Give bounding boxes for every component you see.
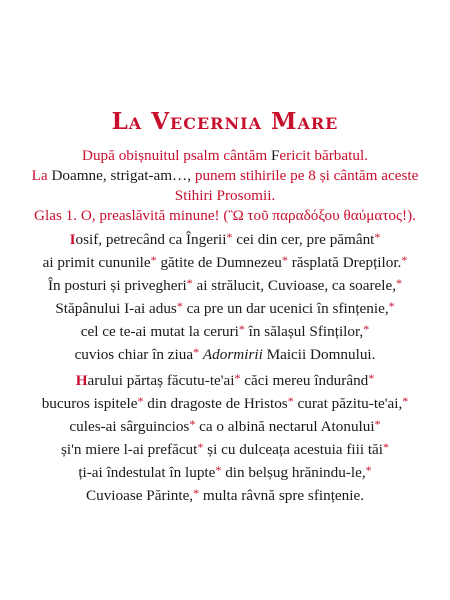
verse-text: ai primit cununile	[42, 254, 151, 271]
verse-text: din belșug hrănindu-le,	[221, 464, 366, 481]
asterisk-mark: *	[388, 299, 395, 313]
verse-text: din dragoste de Hristos	[143, 395, 288, 412]
verse-line	[8, 483, 442, 506]
verse-italic: Adormirii	[202, 346, 263, 363]
verse-text: gătite de Dumnezeu	[156, 254, 282, 271]
verse-text: în sălașul Sfinților,	[244, 323, 364, 340]
verse-text: și cu dulceața acestuia fiii tăi	[203, 441, 384, 458]
verse-text: În posturi și privegheri	[47, 277, 187, 294]
verse-line	[8, 414, 442, 437]
verse-text: răsplată Drepților.	[287, 254, 402, 271]
rubric-text: punem stihirile pe 8 și cântăm aceste	[194, 167, 419, 184]
verse-text: ai strălucit, Cuvioase, ca soarele,	[192, 277, 397, 294]
asterisk-mark: *	[365, 463, 372, 477]
asterisk-mark: *	[363, 322, 370, 336]
page-title: La Vecernia Mare	[111, 108, 339, 135]
verse-text: cuvios chiar în ziua	[74, 346, 194, 363]
rubric-text: La	[31, 167, 52, 184]
verse-line	[8, 368, 442, 391]
asterisk-mark: *	[368, 371, 375, 385]
asterisk-mark: *	[189, 417, 196, 431]
verse-line	[8, 391, 442, 414]
stanza-1	[8, 227, 442, 365]
verse-text: curat păzitu-te'ai,	[293, 395, 403, 412]
asterisk-mark: *	[186, 276, 193, 290]
rubric-initial: D	[51, 167, 63, 184]
verse-line	[8, 319, 442, 342]
verse-line	[8, 460, 442, 483]
asterisk-mark: *	[401, 253, 408, 267]
rubric-line-3: Stihiri Prosomii.	[174, 187, 276, 204]
rubric-text: oamne, strigat-am…,	[62, 167, 195, 184]
asterisk-mark: *	[215, 463, 222, 477]
rubric-instructions	[8, 146, 442, 226]
verse-line	[8, 437, 442, 460]
verse-text: ca pre un dar ucenici în sfințenie,	[182, 300, 389, 317]
asterisk-mark: *	[193, 345, 200, 359]
verse-text: cel ce te-ai mutat la ceruri	[80, 323, 239, 340]
rubric-text: După obișnuitul psalm cântăm	[82, 147, 271, 164]
rubric-initial: F	[270, 147, 280, 164]
verse-line	[8, 227, 442, 250]
verse-line	[8, 342, 442, 365]
verse-text: arului părtaș făcutu-te'ai	[87, 372, 235, 389]
asterisk-mark: *	[396, 276, 403, 290]
asterisk-mark: *	[197, 440, 204, 454]
verse-text: căci mereu îndurând	[240, 372, 369, 389]
verse-line	[8, 250, 442, 273]
asterisk-mark: *	[150, 253, 157, 267]
asterisk-mark: *	[402, 394, 409, 408]
verse-text: Cuvioase Părinte,	[85, 487, 194, 504]
verse-text: osif, petrecând ca Îngerii	[75, 231, 227, 248]
verse-text: și'n miere l-ai prefăcut	[60, 441, 198, 458]
asterisk-mark: *	[234, 371, 241, 385]
verse-line	[8, 296, 442, 319]
asterisk-mark: *	[374, 230, 381, 244]
verse-text: cules-ai sârguincios	[69, 418, 190, 435]
verse-text: Maicii Domnului.	[262, 346, 376, 363]
verse-text: bucuros ispitele	[41, 395, 138, 412]
rubric-line-4: Glas 1. O, preaslăvită minune! (Ὢ τοῦ παραδόξου θαύματος!).	[34, 207, 416, 224]
asterisk-mark: *	[176, 299, 183, 313]
asterisk-mark: *	[383, 440, 390, 454]
asterisk-mark: *	[238, 322, 245, 336]
rubric-line-1	[8, 146, 442, 166]
verse-text: cei din cer, pre pământ	[232, 231, 375, 248]
asterisk-mark: *	[137, 394, 144, 408]
stanza-2	[8, 368, 442, 506]
asterisk-mark: *	[281, 253, 288, 267]
drop-cap: I	[69, 231, 76, 248]
verse-text: multa râvnă spre sfințenie.	[199, 487, 365, 504]
rubric-line-2	[8, 166, 442, 186]
rubric-text: ericit bărbatul.	[279, 147, 368, 164]
asterisk-mark: *	[374, 417, 381, 431]
asterisk-mark: *	[193, 486, 200, 500]
verse-text: ca o albină nectarul Atonului	[195, 418, 375, 435]
verse-text: Stăpânului I-ai adus	[55, 300, 177, 317]
drop-cap: H	[75, 372, 88, 389]
verse-line	[8, 273, 442, 296]
asterisk-mark: *	[226, 230, 233, 244]
asterisk-mark: *	[287, 394, 294, 408]
verse-text: ți-ai îndestulat în lupte	[78, 464, 216, 481]
